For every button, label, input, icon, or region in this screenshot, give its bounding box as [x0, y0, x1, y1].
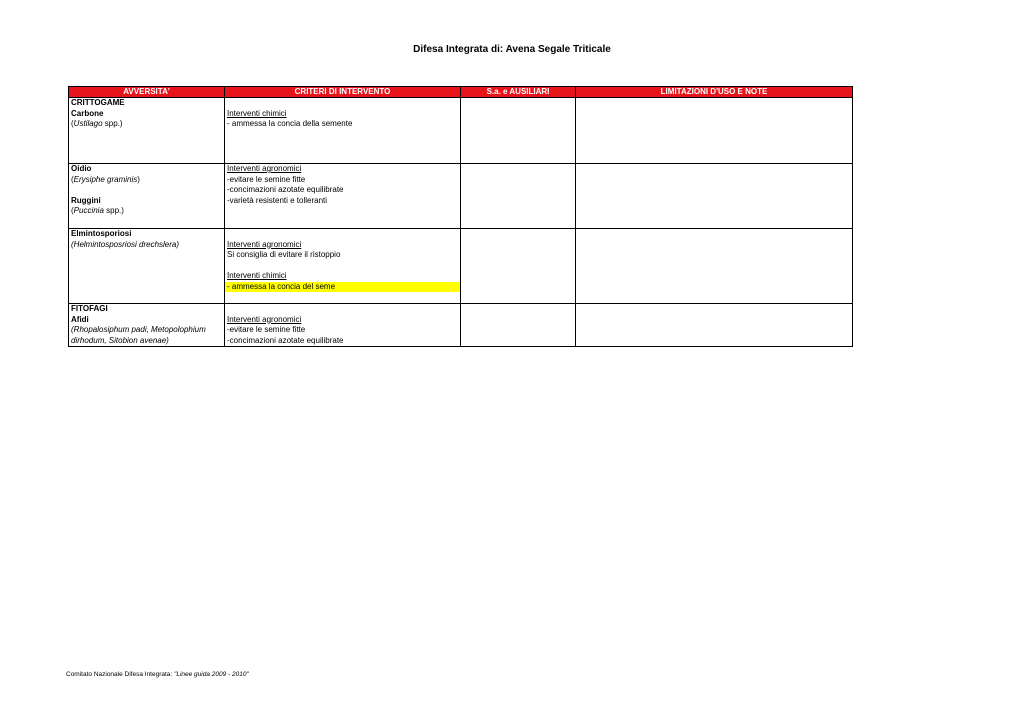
ausiliari-cell: [461, 98, 576, 164]
pest-latin: (Erysiphe graminis): [71, 174, 140, 184]
table-row: [69, 304, 853, 347]
header-criteri: CRITERI DI INTERVENTO: [225, 87, 461, 98]
limitazioni-cell: [576, 98, 853, 164]
table-row: [69, 229, 853, 304]
limitazioni-cell: [576, 229, 853, 304]
criteria-heading: Interventi chimici: [227, 271, 287, 280]
avversita-cell: [69, 164, 225, 229]
pest-latin: (Rhopalosiphum padi, Metopolophium: [71, 325, 206, 334]
criteria-item-highlighted: - ammessa la concia del seme: [225, 282, 460, 293]
table-row: [69, 164, 853, 229]
criteria-heading: Interventi agronomici: [227, 314, 302, 324]
page-title: Difesa Integrata di: Avena Segale Triticale: [413, 44, 611, 55]
header-avversita: AVVERSITA': [69, 87, 225, 98]
criteria-item: -evitare le semine fitte: [227, 325, 306, 334]
criteria-item: -varietà resistenti e tolleranti: [227, 195, 328, 205]
criteri-cell: [225, 229, 461, 304]
criteri-cell: [225, 98, 461, 164]
criteria-item: - ammessa la concia della semente: [227, 119, 353, 128]
table-header-row: [69, 87, 853, 98]
pest-latin: (Ustilago spp.): [71, 119, 123, 128]
group-label: FITOFAGI: [71, 304, 108, 313]
criteri-cell: [225, 164, 461, 229]
ausiliari-cell: [461, 229, 576, 304]
defense-table: [68, 86, 853, 347]
footer-note: Comitato Nazionale Difesa Integrata: "Linee guida 2009 - 2010": [66, 671, 249, 678]
limitazioni-cell: [576, 164, 853, 229]
pest-latin: dirhodum, Sitobion avenae): [71, 335, 169, 345]
pest-latin: (Puccinia spp.): [71, 206, 124, 215]
pest-name: Ruggini: [71, 195, 101, 205]
pest-name: Carbone: [71, 108, 104, 118]
pest-name: Oidio: [71, 164, 92, 173]
limitazioni-cell: [576, 304, 853, 347]
criteria-heading: Interventi agronomici: [227, 239, 302, 249]
pest-latin: (Helmintosposriosi drechslera): [71, 239, 180, 249]
criteri-cell: [225, 304, 461, 347]
criteria-item: -concimazioni azotate equilibrate: [227, 335, 344, 345]
header-limitazioni: LIMITAZIONI D'USO E NOTE: [576, 87, 853, 98]
avversita-cell: [69, 229, 225, 304]
criteria-heading: Interventi chimici: [227, 108, 287, 118]
table-row: [69, 98, 853, 164]
criteria-heading: Interventi agronomici: [227, 164, 302, 173]
criteria-item: -concimazioni azotate equilibrate: [227, 185, 344, 194]
avversita-cell: [69, 98, 225, 164]
ausiliari-cell: [461, 164, 576, 229]
group-label: CRITTOGAME: [71, 98, 125, 107]
avversita-cell: [69, 304, 225, 347]
ausiliari-cell: [461, 304, 576, 347]
pest-name: Elmintosporiosi: [71, 229, 132, 238]
pest-name: Afidi: [71, 314, 89, 324]
criteria-item: Si consiglia di evitare il ristoppio: [227, 250, 341, 259]
header-ausiliari: S.a. e AUSILIARI: [461, 87, 576, 98]
criteria-item: -evitare le semine fitte: [227, 174, 306, 184]
